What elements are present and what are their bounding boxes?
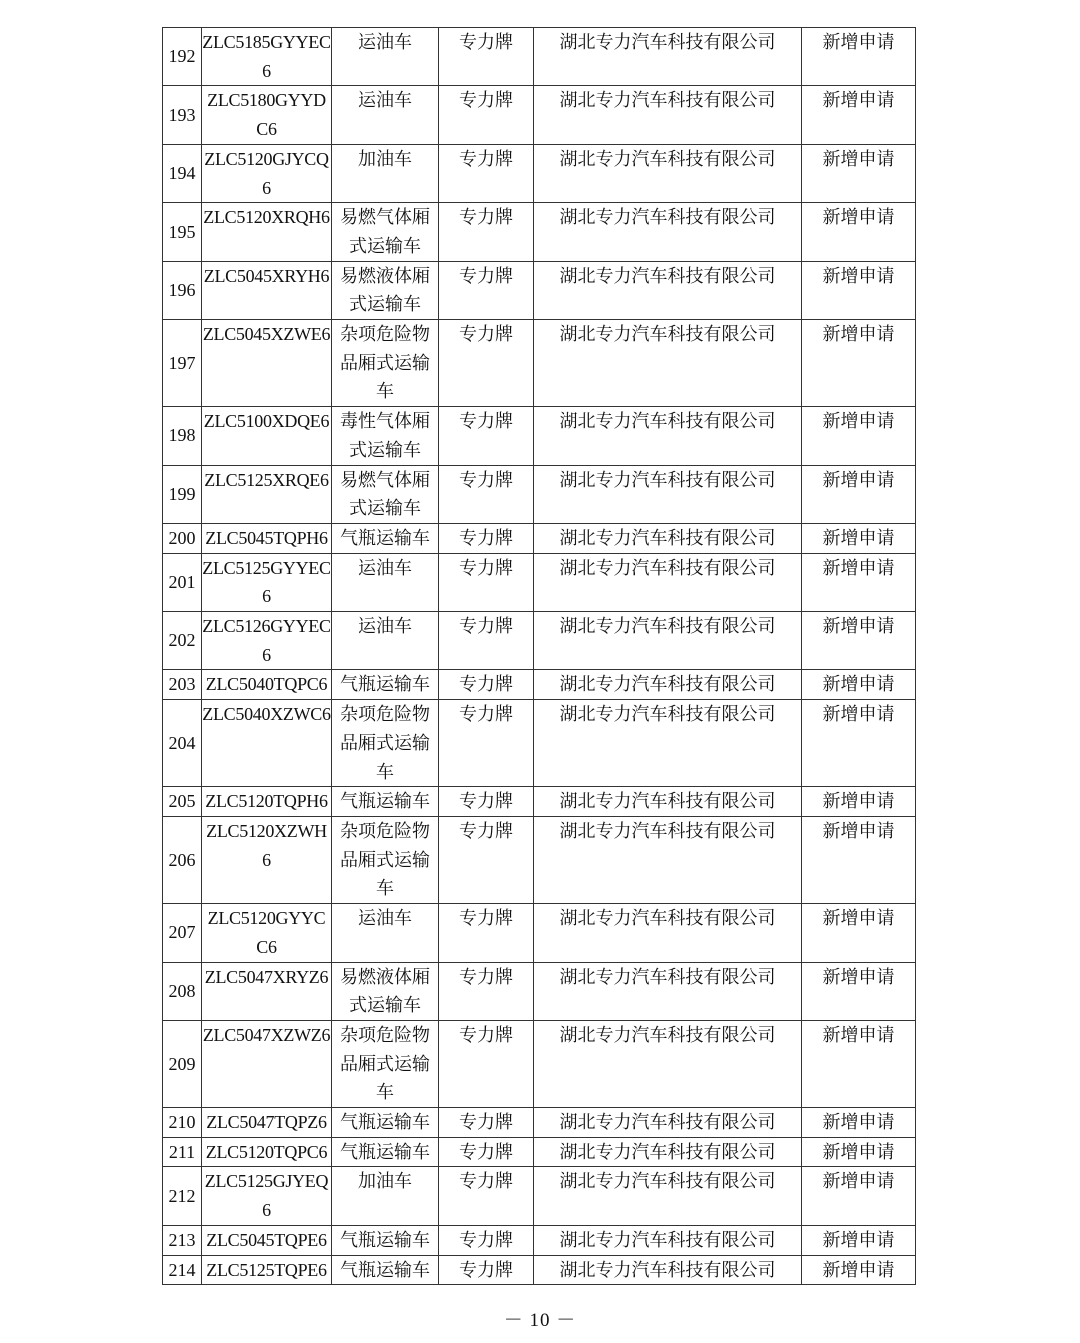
vehicle-type: 易燃气体厢式运输车 [332, 203, 439, 261]
brand-name: 专力牌 [439, 144, 534, 202]
company-name: 湖北专力汽车科技有限公司 [534, 28, 802, 86]
company-name: 湖北专力汽车科技有限公司 [534, 1255, 802, 1285]
application-note: 新增申请 [802, 203, 916, 261]
application-note: 新增申请 [802, 1167, 916, 1225]
table-row [163, 612, 916, 670]
table-row [163, 1108, 916, 1138]
vehicle-model: ZLC5040XZWC6 [202, 700, 332, 787]
table-row [163, 523, 916, 553]
vehicle-model: ZLC5120TQPC6 [202, 1137, 332, 1167]
table-row [163, 904, 916, 962]
brand-name: 专力牌 [439, 28, 534, 86]
vehicle-model: ZLC5047TQPZ6 [202, 1108, 332, 1138]
vehicle-model: ZLC5047XZWZ6 [202, 1020, 332, 1107]
table-row [163, 670, 916, 700]
row-number: 196 [163, 261, 202, 319]
brand-name: 专力牌 [439, 1137, 534, 1167]
row-number: 213 [163, 1225, 202, 1255]
application-note: 新增申请 [802, 407, 916, 465]
company-name: 湖北专力汽车科技有限公司 [534, 320, 802, 407]
application-note: 新增申请 [802, 612, 916, 670]
row-number: 199 [163, 465, 202, 523]
company-name: 湖北专力汽车科技有限公司 [534, 203, 802, 261]
vehicle-model: ZLC5100XDQE6 [202, 407, 332, 465]
application-note: 新增申请 [802, 700, 916, 787]
table-row [163, 320, 916, 407]
row-number: 205 [163, 787, 202, 817]
vehicle-model: ZLC5120GJYCQ6 [202, 144, 332, 202]
vehicle-model: ZLC5125GYYEC6 [202, 553, 332, 611]
table-row [163, 553, 916, 611]
vehicle-type: 杂项危险物品厢式运输车 [332, 320, 439, 407]
table-row [163, 203, 916, 261]
row-number: 204 [163, 700, 202, 787]
company-name: 湖北专力汽车科技有限公司 [534, 407, 802, 465]
vehicle-type: 易燃液体厢式运输车 [332, 261, 439, 319]
vehicle-type: 运油车 [332, 904, 439, 962]
table-row [163, 465, 916, 523]
company-name: 湖北专力汽车科技有限公司 [534, 86, 802, 144]
company-name: 湖北专力汽车科技有限公司 [534, 553, 802, 611]
application-note: 新增申请 [802, 1108, 916, 1138]
company-name: 湖北专力汽车科技有限公司 [534, 904, 802, 962]
company-name: 湖北专力汽车科技有限公司 [534, 962, 802, 1020]
vehicle-type: 易燃气体厢式运输车 [332, 465, 439, 523]
vehicle-model: ZLC5120GYYCC6 [202, 904, 332, 962]
row-number: 211 [163, 1137, 202, 1167]
company-name: 湖北专力汽车科技有限公司 [534, 1225, 802, 1255]
table-body [163, 28, 916, 1285]
brand-name: 专力牌 [439, 787, 534, 817]
brand-name: 专力牌 [439, 465, 534, 523]
vehicle-model: ZLC5125GJYEQ6 [202, 1167, 332, 1225]
vehicle-model: ZLC5180GYYDC6 [202, 86, 332, 144]
row-number: 194 [163, 144, 202, 202]
application-note: 新增申请 [802, 523, 916, 553]
brand-name: 专力牌 [439, 700, 534, 787]
vehicle-model: ZLC5045TQPH6 [202, 523, 332, 553]
table-row [163, 261, 916, 319]
brand-name: 专力牌 [439, 670, 534, 700]
vehicle-type: 气瓶运输车 [332, 1108, 439, 1138]
company-name: 湖北专力汽车科技有限公司 [534, 787, 802, 817]
brand-name: 专力牌 [439, 1225, 534, 1255]
row-number: 210 [163, 1108, 202, 1138]
row-number: 214 [163, 1255, 202, 1285]
vehicle-model: ZLC5120XZWH6 [202, 816, 332, 903]
application-note: 新增申请 [802, 904, 916, 962]
vehicle-type: 运油车 [332, 86, 439, 144]
vehicle-model: ZLC5125TQPE6 [202, 1255, 332, 1285]
vehicle-type: 气瓶运输车 [332, 1137, 439, 1167]
vehicle-type: 杂项危险物品厢式运输车 [332, 1020, 439, 1107]
application-note: 新增申请 [802, 787, 916, 817]
brand-name: 专力牌 [439, 86, 534, 144]
company-name: 湖北专力汽车科技有限公司 [534, 1020, 802, 1107]
brand-name: 专力牌 [439, 1255, 534, 1285]
application-note: 新增申请 [802, 962, 916, 1020]
company-name: 湖北专力汽车科技有限公司 [534, 523, 802, 553]
vehicle-model: ZLC5045XRYH6 [202, 261, 332, 319]
table-row [163, 962, 916, 1020]
vehicle-type: 加油车 [332, 144, 439, 202]
vehicle-type: 气瓶运输车 [332, 523, 439, 553]
application-note: 新增申请 [802, 1020, 916, 1107]
brand-name: 专力牌 [439, 407, 534, 465]
company-name: 湖北专力汽车科技有限公司 [534, 700, 802, 787]
application-note: 新增申请 [802, 1225, 916, 1255]
row-number: 209 [163, 1020, 202, 1107]
company-name: 湖北专力汽车科技有限公司 [534, 465, 802, 523]
brand-name: 专力牌 [439, 904, 534, 962]
application-note: 新增申请 [802, 86, 916, 144]
vehicle-model: ZLC5040TQPC6 [202, 670, 332, 700]
application-note: 新增申请 [802, 553, 916, 611]
table-row [163, 1225, 916, 1255]
row-number: 207 [163, 904, 202, 962]
row-number: 202 [163, 612, 202, 670]
company-name: 湖北专力汽车科技有限公司 [534, 261, 802, 319]
vehicle-type: 加油车 [332, 1167, 439, 1225]
vehicle-type: 运油车 [332, 28, 439, 86]
table-row [163, 1167, 916, 1225]
vehicle-model: ZLC5045XZWE6 [202, 320, 332, 407]
table-row [163, 787, 916, 817]
table-row [163, 144, 916, 202]
row-number: 208 [163, 962, 202, 1020]
vehicle-catalog-table [162, 27, 916, 1285]
row-number: 206 [163, 816, 202, 903]
brand-name: 专力牌 [439, 962, 534, 1020]
table-row [163, 1137, 916, 1167]
vehicle-type: 运油车 [332, 612, 439, 670]
brand-name: 专力牌 [439, 612, 534, 670]
vehicle-model: ZLC5185GYYEC6 [202, 28, 332, 86]
vehicle-model: ZLC5120TQPH6 [202, 787, 332, 817]
row-number: 198 [163, 407, 202, 465]
row-number: 195 [163, 203, 202, 261]
company-name: 湖北专力汽车科技有限公司 [534, 1167, 802, 1225]
table-row [163, 1255, 916, 1285]
application-note: 新增申请 [802, 28, 916, 86]
table-row [163, 86, 916, 144]
vehicle-model: ZLC5125XRQE6 [202, 465, 332, 523]
row-number: 197 [163, 320, 202, 407]
company-name: 湖北专力汽车科技有限公司 [534, 1108, 802, 1138]
company-name: 湖北专力汽车科技有限公司 [534, 144, 802, 202]
company-name: 湖北专力汽车科技有限公司 [534, 612, 802, 670]
company-name: 湖北专力汽车科技有限公司 [534, 670, 802, 700]
application-note: 新增申请 [802, 1137, 916, 1167]
company-name: 湖北专力汽车科技有限公司 [534, 1137, 802, 1167]
brand-name: 专力牌 [439, 320, 534, 407]
vehicle-model: ZLC5120XRQH6 [202, 203, 332, 261]
vehicle-model: ZLC5047XRYZ6 [202, 962, 332, 1020]
row-number: 192 [163, 28, 202, 86]
vehicle-type: 杂项危险物品厢式运输车 [332, 700, 439, 787]
vehicle-type: 气瓶运输车 [332, 1225, 439, 1255]
brand-name: 专力牌 [439, 523, 534, 553]
brand-name: 专力牌 [439, 553, 534, 611]
application-note: 新增申请 [802, 320, 916, 407]
application-note: 新增申请 [802, 144, 916, 202]
brand-name: 专力牌 [439, 1020, 534, 1107]
table-row [163, 407, 916, 465]
brand-name: 专力牌 [439, 203, 534, 261]
page-number: － 10 － [503, 1310, 577, 1331]
vehicle-model: ZLC5045TQPE6 [202, 1225, 332, 1255]
application-note: 新增申请 [802, 465, 916, 523]
row-number: 201 [163, 553, 202, 611]
row-number: 193 [163, 86, 202, 144]
application-note: 新增申请 [802, 261, 916, 319]
table-row [163, 700, 916, 787]
application-note: 新增申请 [802, 670, 916, 700]
brand-name: 专力牌 [439, 1108, 534, 1138]
table-row [163, 28, 916, 86]
vehicle-type: 杂项危险物品厢式运输车 [332, 816, 439, 903]
row-number: 203 [163, 670, 202, 700]
row-number: 212 [163, 1167, 202, 1225]
vehicle-type: 气瓶运输车 [332, 1255, 439, 1285]
application-note: 新增申请 [802, 1255, 916, 1285]
brand-name: 专力牌 [439, 1167, 534, 1225]
vehicle-type: 气瓶运输车 [332, 670, 439, 700]
vehicle-type: 气瓶运输车 [332, 787, 439, 817]
vehicle-type: 运油车 [332, 553, 439, 611]
brand-name: 专力牌 [439, 816, 534, 903]
table-row [163, 816, 916, 903]
vehicle-type: 易燃液体厢式运输车 [332, 962, 439, 1020]
row-number: 200 [163, 523, 202, 553]
brand-name: 专力牌 [439, 261, 534, 319]
vehicle-type: 毒性气体厢式运输车 [332, 407, 439, 465]
company-name: 湖北专力汽车科技有限公司 [534, 816, 802, 903]
table-row [163, 1020, 916, 1107]
application-note: 新增申请 [802, 816, 916, 903]
vehicle-model: ZLC5126GYYEC6 [202, 612, 332, 670]
